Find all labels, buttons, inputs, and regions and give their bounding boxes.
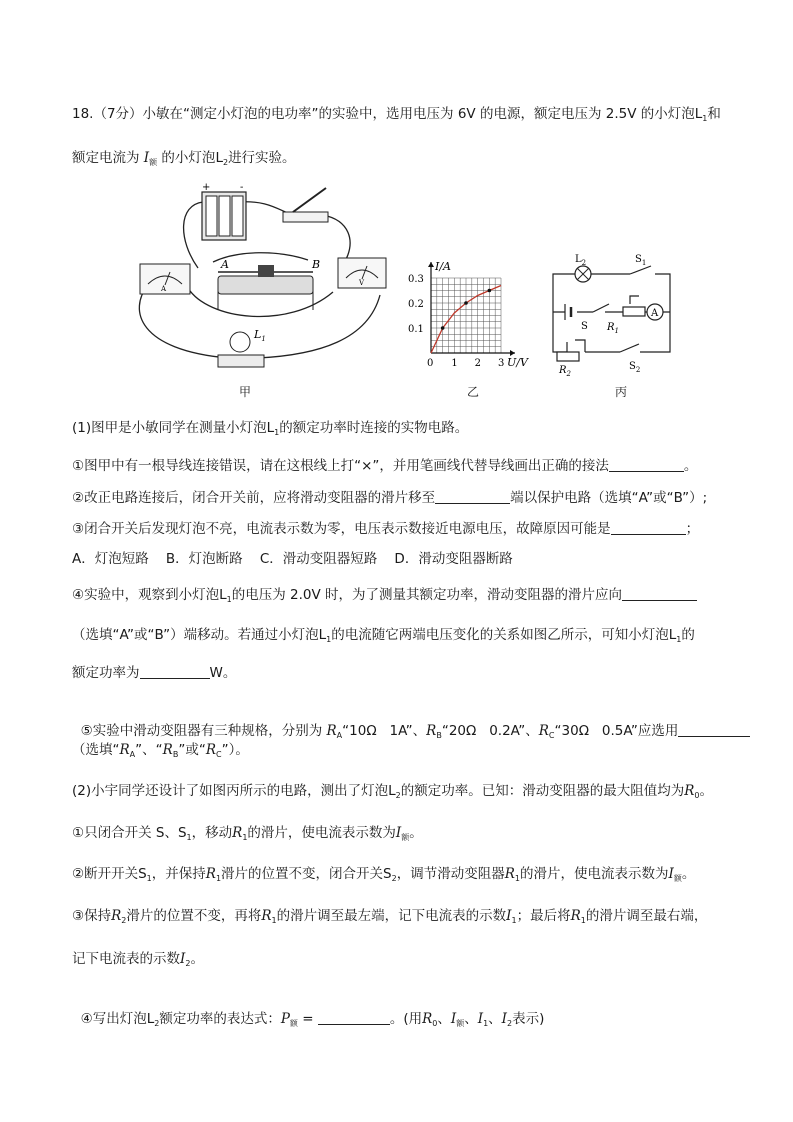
part1-step3: ③闭合开关后发现灯泡不亮，电流表示数为零，电压表示数接近电源电压，故障原因可能是 ；	[72, 521, 700, 537]
label-L1: $L_1$	[254, 328, 266, 343]
x-tick-label: 2	[474, 358, 482, 369]
part1-options: A．灯泡短路 B．灯泡断路 C．滑动变阻器短路 D．滑动变阻器断路	[72, 551, 513, 567]
answer-blank[interactable]	[678, 722, 750, 737]
part2-step2: ②断开开关$S_1$，并保持$R_1$滑片的位置不变，闭合开关$S_2$，调节滑动变阻器$R_1$的滑片，使电流表示数为$I_额$。	[72, 866, 696, 883]
x-tick-label: 1	[451, 358, 458, 369]
part1-step4-line3: 额定功率为 W。	[72, 665, 237, 681]
y-tick-label: 0.3	[408, 274, 424, 285]
svg-text:A: A	[161, 285, 167, 293]
caption-yi: 乙	[467, 385, 480, 399]
part1-step4-line2: （选填“A”或“B”）端移动。若通过小灯泡$L_1$的电流随它两端电压变化的关系如图乙所示，可知小灯泡$L_1$的	[72, 627, 695, 644]
y-axis-label: I/A	[435, 260, 451, 273]
caption-bing: 丙	[615, 385, 628, 399]
answer-blank[interactable]	[318, 1010, 390, 1025]
wire	[139, 285, 228, 358]
switch-icon	[283, 188, 328, 222]
part1-intro: (1)图甲是小敏同学在测量小灯泡$L_1$的额定功率时连接的实物电路。	[72, 420, 469, 437]
label-S: S	[581, 321, 588, 332]
label-R2: $R_2$	[559, 365, 571, 377]
y-tick-label: 0.2	[408, 299, 424, 310]
svg-text:V: V	[359, 279, 365, 287]
battery-symbol-icon	[565, 304, 571, 320]
label-A: A	[221, 258, 229, 271]
rheostat-icon	[218, 265, 313, 310]
x-tick-label: 3	[498, 358, 505, 369]
resistor-R2-icon	[557, 352, 579, 361]
x-tick-label: 0	[427, 358, 434, 369]
label-S2: $S_2$	[629, 361, 641, 374]
part2-step4: ④写出灯泡$L_2$额定功率的表达式：$P_额$ = 。(用$R_0$、$I_额$、$I_1$、$I_2$表示)	[80, 1011, 545, 1028]
caption-jia: 甲	[239, 385, 252, 399]
part1-step5: ⑤实验中滑动变阻器有三种规格，分别为 $R_A“10\Omega$ 1A”、$R_B“20\Omega$ 0.2A”、$R_C“30\Omega$ 0.5A”应选用	[72, 701, 750, 746]
part1-step1: ①图甲中有一根导线连接错误，请在这根线上打“×”，并用笔画线代替导线画出正确的接法 。	[72, 458, 698, 474]
answer-blank[interactable]	[622, 586, 697, 601]
data-point	[441, 326, 445, 330]
question-line-2: 额定电流为 $I_额$ 的小灯泡$L_2$进行实验。	[72, 150, 296, 167]
y-tick-label: 0.1	[408, 324, 424, 335]
battery-icon	[202, 192, 246, 240]
part1-step2: ②改正电路连接后，闭合开关前，应将滑动变阻器的滑片移至 端以保护电路（选填“A”或“B”）;	[72, 490, 708, 506]
answer-blank[interactable]	[611, 520, 686, 535]
lamp-L2-icon	[575, 266, 591, 282]
data-point	[488, 289, 492, 293]
label-B: B	[312, 258, 321, 271]
battery-minus: -	[240, 182, 244, 193]
part1-step4: ④实验中，观察到小灯泡$L_1$的电压为 2.0V 时，为了测量其额定功率，滑动变阻器的滑片应向	[72, 585, 697, 610]
data-point	[464, 301, 468, 305]
resistor-R1-icon	[623, 307, 645, 316]
answer-blank[interactable]	[609, 457, 684, 472]
part2-step3-line2: 记下电流表的示数$I_2$。	[72, 951, 204, 968]
label-S1: $S_1$	[635, 254, 647, 267]
label-R1: $R_1$	[607, 322, 619, 335]
figure-bing-circuit	[545, 252, 680, 377]
figure-yi-chart	[403, 255, 538, 375]
question-text: 18.（7分）小敏在“测定小灯泡的电功率”的实验中，选用电压为 6V 的电源，额定电压为 2.5V 的小灯泡	[72, 106, 695, 122]
part2-step1: ①只闭合开关 S、$S_1$，移动$R_1$的滑片，使电流表示数为$I_额$。	[72, 825, 423, 842]
wire	[184, 202, 203, 268]
x-axis-label: U/V	[507, 356, 528, 369]
svg-text:A: A	[651, 308, 659, 319]
part2-step3: ③保持$R_2$滑片的位置不变，再将$R_1$的滑片调至最左端，记下电流表的示数$I_1$；最后将$R_1$的滑片调至最右端，	[72, 908, 708, 925]
answer-blank[interactable]	[435, 489, 510, 504]
figure-jia-circuit	[118, 180, 398, 380]
part2-intro: (2)小宇同学还设计了如图丙所示的电路，测出了灯泡$L_2$的额定功率。已知：滑动变阻器的最大阻值均为$R_0$。	[72, 783, 714, 800]
y-axis-arrow	[428, 262, 434, 267]
answer-blank[interactable]	[140, 664, 210, 679]
wire	[258, 295, 380, 358]
label-L2: $L_2$	[575, 254, 587, 267]
question-line-1: 18.（7分）小敏在“测定小灯泡的电功率”的实验中，选用电压为 6V 的电源，额定电压为 2.5V 的小灯泡$L_1$和	[72, 106, 721, 123]
part1-step5-line2: （选填“$R_A$”、“$R_B$”或“$R_C$”）。	[72, 742, 249, 759]
battery-plus: +	[202, 182, 211, 193]
